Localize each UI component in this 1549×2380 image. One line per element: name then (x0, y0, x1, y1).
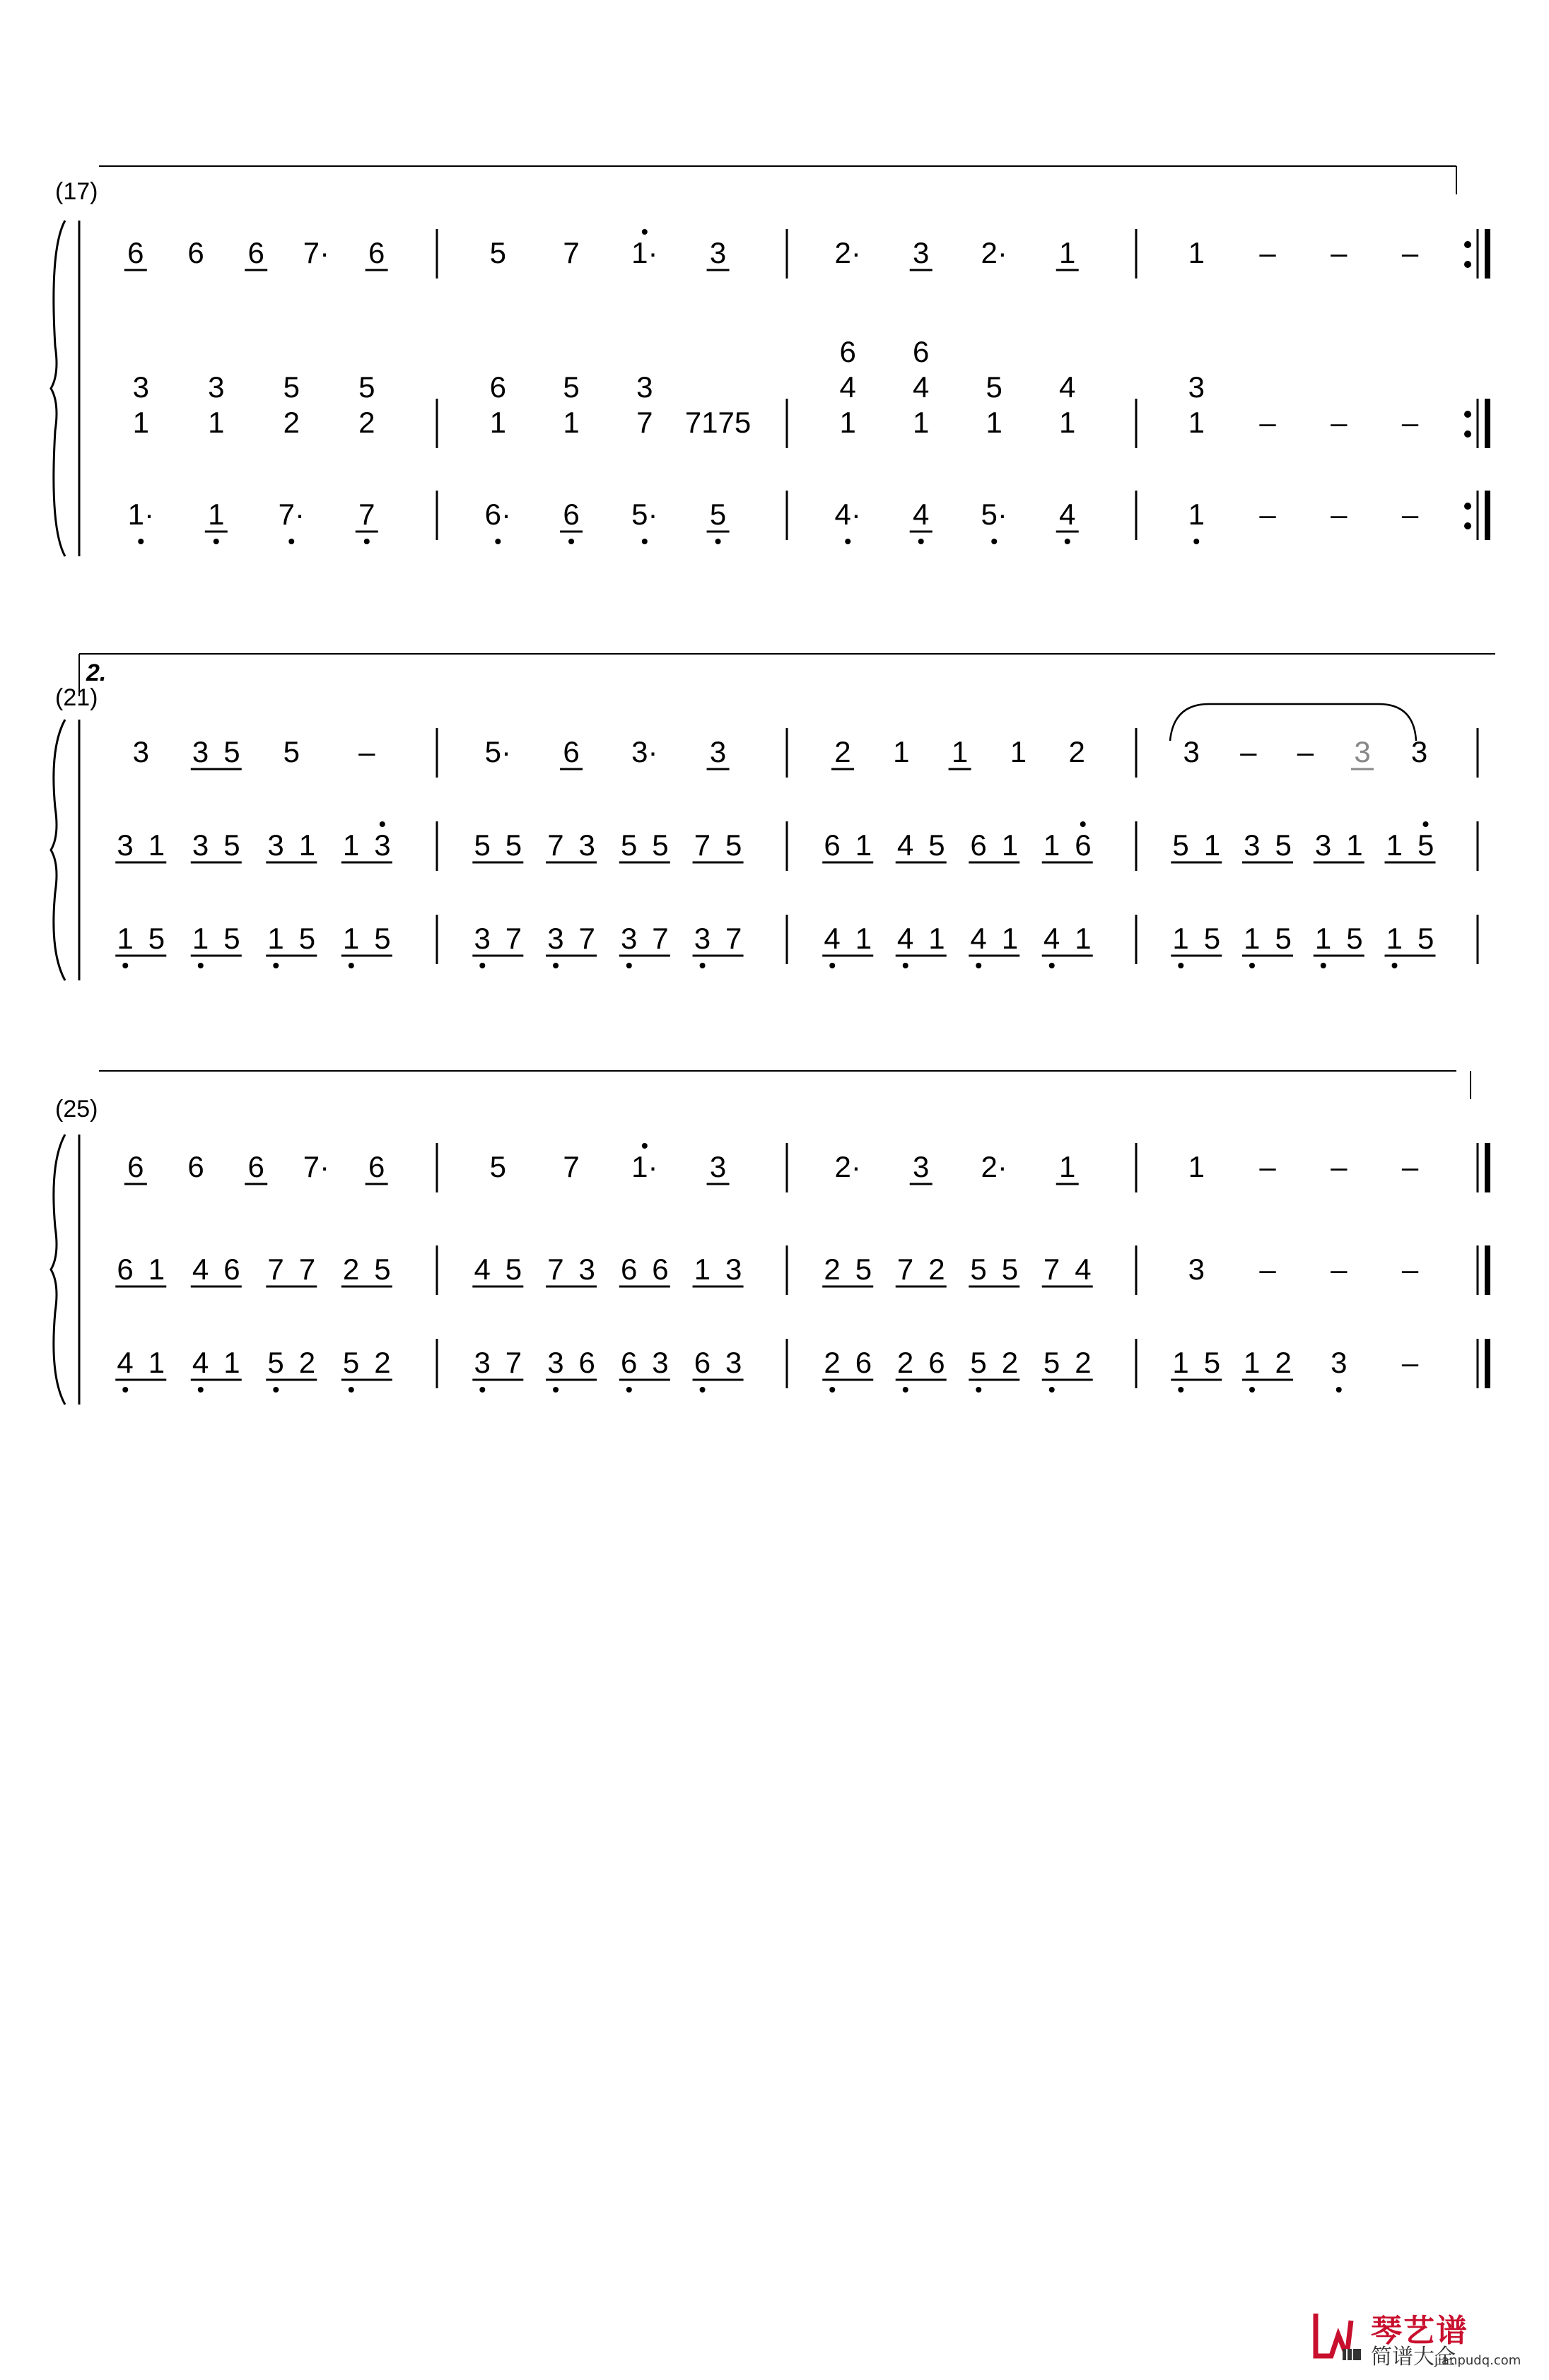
repeat-dot (1464, 522, 1471, 529)
logo-url: jianpudq.com (1434, 2353, 1521, 2368)
note: 5 5 (970, 1253, 1019, 1286)
chord-note: 2 (283, 406, 300, 439)
note: 3 (913, 236, 930, 269)
note: 5 2 (267, 1346, 316, 1379)
note: 1· (127, 498, 154, 531)
volta-label: 2. (86, 660, 107, 686)
chord-note: 7 (636, 406, 653, 439)
low-octave-dot (976, 1387, 981, 1393)
site-logo (1310, 2304, 1529, 2367)
note: 1 5 (1172, 922, 1221, 955)
low-octave-dot (1392, 963, 1398, 968)
note: 1 5 (1244, 922, 1292, 955)
note: 2 (834, 735, 851, 768)
note: 4 1 (192, 1346, 240, 1379)
note: 5· (484, 735, 511, 768)
note: 5 2 (970, 1346, 1019, 1379)
low-octave-dot (1178, 1387, 1183, 1393)
note: 3· (631, 735, 658, 768)
note: 6 (368, 236, 385, 269)
note: 7 (563, 1150, 580, 1183)
note: – (1331, 1253, 1348, 1286)
chord-note: 1 (913, 406, 930, 439)
note: 6 (563, 735, 580, 768)
chord-note: 1 (839, 406, 856, 439)
note: 3 7 (474, 922, 522, 955)
note: 3 5 (1244, 828, 1292, 862)
system (51, 1071, 1487, 1405)
note: – (1401, 1150, 1419, 1183)
low-octave-dot (845, 539, 851, 544)
high-octave-dot (1080, 821, 1086, 827)
note: 6 3 (620, 1346, 669, 1379)
note: 3 7 (620, 922, 669, 955)
low-octave-dot (715, 539, 721, 544)
low-octave-dot (273, 1387, 279, 1393)
logo-brand: 琴艺谱 (1371, 2313, 1468, 2349)
high-octave-dot (1423, 821, 1429, 827)
note: 1 (1059, 236, 1076, 269)
chord-note: 4 (1059, 370, 1076, 404)
note: – (1259, 1150, 1276, 1183)
note: 2 5 (342, 1253, 391, 1286)
note: 5 (709, 498, 727, 531)
chord-note: 3 (1188, 370, 1205, 404)
low-octave-dot (288, 539, 294, 544)
note: – (1240, 735, 1257, 768)
system (51, 654, 1495, 980)
low-octave-dot (1249, 1387, 1255, 1393)
note: – (1259, 1253, 1276, 1286)
chord-note: 5 (283, 370, 300, 404)
note: 3 5 (192, 735, 240, 768)
note: 5 5 (620, 828, 669, 862)
note: 5 1 (1172, 828, 1221, 862)
note: 1· (631, 1150, 658, 1183)
note: 2 (1068, 735, 1085, 768)
note: 6 (127, 1150, 144, 1183)
note: 1 3 (342, 828, 391, 862)
chord-note: 5 (358, 370, 375, 404)
note: 1 5 (1386, 828, 1434, 862)
note: 6 (247, 236, 264, 269)
note: 3 (1354, 735, 1371, 768)
note: 1 (893, 735, 910, 768)
note: 1 (1010, 735, 1027, 768)
note: 6 1 (824, 828, 872, 862)
slur (1170, 704, 1416, 741)
note: 1 2 (1244, 1346, 1292, 1379)
note: 1 3 (694, 1253, 742, 1286)
system (51, 166, 1487, 556)
note: 1 5 (192, 922, 240, 955)
note: 5· (631, 498, 658, 531)
note: 3 6 (547, 1346, 595, 1379)
note: 2 6 (824, 1346, 872, 1379)
note: 2 6 (896, 1346, 945, 1379)
low-octave-dot (553, 963, 559, 968)
note: 1 5 (342, 922, 391, 955)
low-octave-dot (1178, 963, 1183, 968)
note: 6 1 (117, 1253, 165, 1286)
measure-number: (25) (55, 1096, 98, 1122)
low-octave-dot (1049, 1387, 1055, 1393)
brace (51, 221, 65, 556)
low-octave-dot (495, 539, 501, 544)
chord-note: 1 (489, 406, 506, 439)
note: – (1331, 236, 1348, 269)
note: 1 5 (1172, 1346, 1221, 1379)
note: 3 (709, 236, 727, 269)
note: 5 2 (342, 1346, 391, 1379)
chord-note: 4 (839, 370, 856, 404)
brace (51, 1135, 65, 1405)
low-octave-dot (1321, 963, 1326, 968)
low-octave-dot (273, 963, 279, 968)
repeat-dot (1464, 241, 1471, 248)
chord-note: 1 (1188, 406, 1205, 439)
chord-note: 6 (913, 335, 930, 368)
low-octave-dot (138, 539, 144, 544)
low-octave-dot (700, 963, 706, 968)
repeat-dot (1464, 430, 1471, 438)
note: 3 7 (694, 922, 742, 955)
note: 1 (1188, 1150, 1205, 1183)
low-octave-dot (479, 963, 485, 968)
note: 2· (834, 1150, 861, 1183)
note: – (1259, 406, 1276, 439)
chord-note: 2 (358, 406, 375, 439)
note: – (1331, 1150, 1348, 1183)
note: 7 (563, 236, 580, 269)
chord-note: 3 (636, 370, 653, 404)
note: 3 (1183, 735, 1200, 768)
note: 3 (1331, 1346, 1348, 1379)
note: 3 (709, 735, 727, 768)
note: 4· (834, 498, 861, 531)
measure-number: (21) (55, 684, 98, 711)
note: – (1297, 735, 1314, 768)
high-octave-dot (642, 1143, 648, 1149)
note: 4 1 (824, 922, 872, 955)
note: 4 1 (1043, 922, 1092, 955)
low-octave-dot (568, 539, 574, 544)
low-octave-dot (122, 1387, 128, 1393)
note: 3 5 (192, 828, 240, 862)
measure-number: (17) (55, 178, 98, 205)
note: 1 (208, 498, 225, 531)
note: 6 (187, 1150, 204, 1183)
low-octave-dot (553, 1387, 559, 1393)
low-octave-dot (626, 1387, 632, 1393)
low-octave-dot (1065, 539, 1070, 544)
note: 1 (1188, 498, 1205, 531)
note: 3 7 (547, 922, 595, 955)
low-octave-dot (626, 963, 632, 968)
note: 7 3 (547, 1253, 595, 1286)
low-octave-dot (1249, 963, 1255, 968)
low-octave-dot (700, 1387, 706, 1393)
high-octave-dot (380, 821, 385, 827)
note: 5 (489, 236, 506, 269)
note: 3 (1410, 735, 1428, 768)
low-octave-dot (1336, 1387, 1342, 1393)
chord-note: 1 (1059, 406, 1076, 439)
note: 5 (283, 735, 300, 768)
note: 2· (981, 236, 1007, 269)
note: – (1259, 236, 1276, 269)
note: 1 5 (117, 922, 165, 955)
note: 6 3 (694, 1346, 742, 1379)
note: – (358, 735, 375, 768)
chord-note: 1 (986, 406, 1003, 439)
low-octave-dot (1049, 963, 1055, 968)
note: 7 5 (694, 828, 742, 862)
note: 4 (1059, 498, 1076, 531)
brace (51, 720, 65, 980)
note: 6· (484, 498, 511, 531)
note: 5 (489, 1150, 506, 1183)
note: – (1401, 1253, 1419, 1286)
note: 6 (187, 236, 204, 269)
chord-note: 5 (563, 370, 580, 404)
chord-note: 6 (489, 370, 506, 404)
low-octave-dot (479, 1387, 485, 1393)
chord-note: 3 (208, 370, 225, 404)
note: – (1331, 498, 1348, 531)
note: 7 3 (547, 828, 595, 862)
note: 3 1 (267, 828, 316, 862)
note: – (1401, 406, 1419, 439)
low-octave-dot (991, 539, 997, 544)
chord-note: 3 (132, 370, 149, 404)
low-octave-dot (214, 539, 219, 544)
note: 1 6 (1043, 828, 1092, 862)
note: 6 (247, 1150, 264, 1183)
note: 7· (303, 1150, 330, 1183)
note: 3 (1188, 1253, 1205, 1286)
note: 6 (127, 236, 144, 269)
low-octave-dot (198, 963, 204, 968)
note: – (1401, 236, 1419, 269)
note: – (1401, 1346, 1419, 1379)
high-octave-dot (642, 229, 648, 235)
low-octave-dot (642, 539, 648, 544)
note: 7 2 (896, 1253, 945, 1286)
low-octave-dot (829, 963, 835, 968)
note: 6 1 (970, 828, 1019, 862)
note: 2· (981, 1150, 1007, 1183)
note: 1 (1188, 236, 1205, 269)
note: 7 (358, 498, 375, 531)
low-octave-dot (198, 1387, 204, 1393)
note: 4 6 (192, 1253, 240, 1286)
low-octave-dot (349, 1387, 354, 1393)
low-octave-dot (918, 539, 924, 544)
note: 6 (563, 498, 580, 531)
repeat-dot (1464, 411, 1471, 418)
note: 3 1 (1314, 828, 1363, 862)
low-octave-dot (976, 963, 981, 968)
chord-note: 5 (986, 370, 1003, 404)
note: 1 5 (267, 922, 316, 955)
note: 2 5 (824, 1253, 872, 1286)
note: 7 7 (267, 1253, 316, 1286)
note: 4 5 (474, 1253, 522, 1286)
chord-note: 1 (563, 406, 580, 439)
low-octave-dot (903, 963, 908, 968)
note: 5· (981, 498, 1007, 531)
repeat-dot (1464, 503, 1471, 510)
note: – (1331, 406, 1348, 439)
low-octave-dot (364, 539, 370, 544)
note: 1· (631, 236, 658, 269)
note: 7175 (684, 406, 752, 439)
note: 7 4 (1043, 1253, 1092, 1286)
low-octave-dot (903, 1387, 908, 1393)
note: 4 (913, 498, 930, 531)
note: 1 (951, 735, 969, 768)
low-octave-dot (1193, 539, 1199, 544)
note: 1 5 (1386, 922, 1434, 955)
note: 1 (1059, 1150, 1076, 1183)
note: 3 7 (474, 1346, 522, 1379)
low-octave-dot (349, 963, 354, 968)
note: 7· (303, 236, 330, 269)
chord-note: 4 (913, 370, 930, 404)
logo-subtitle: 简谱大全 (1371, 2345, 1456, 2369)
repeat-dot (1464, 261, 1471, 268)
note: 4 1 (117, 1346, 165, 1379)
music-note-icon (1310, 2306, 1367, 2363)
low-octave-dot (829, 1387, 835, 1393)
chord-note: 1 (132, 406, 149, 439)
note: 3 (132, 735, 149, 768)
note: – (1401, 498, 1419, 531)
note: 6 (368, 1150, 385, 1183)
note: 5 2 (1043, 1346, 1092, 1379)
note: 7· (278, 498, 305, 531)
note: 2· (834, 236, 861, 269)
note: 4 1 (896, 922, 945, 955)
note: 6 6 (620, 1253, 669, 1286)
note: 4 5 (896, 828, 945, 862)
note: 3 (913, 1150, 930, 1183)
low-octave-dot (122, 963, 128, 968)
note: 3 (709, 1150, 727, 1183)
chord-note: 6 (839, 335, 856, 368)
note: 5 5 (474, 828, 522, 862)
chord-note: 1 (208, 406, 225, 439)
note: 4 1 (970, 922, 1019, 955)
note: 3 1 (117, 828, 165, 862)
note: – (1259, 498, 1276, 531)
note: 1 5 (1314, 922, 1363, 955)
